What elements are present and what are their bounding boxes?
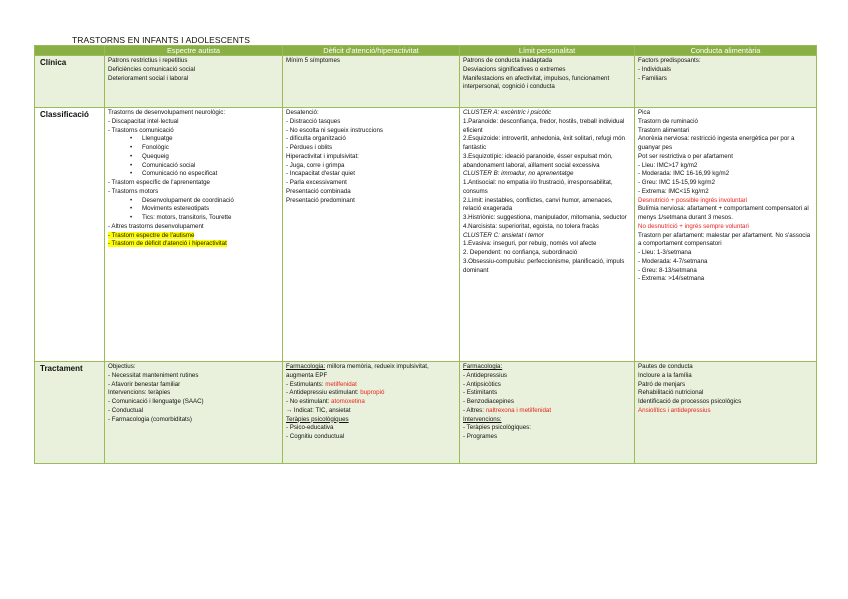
row-label-tractament: Tractament [35, 362, 105, 464]
header-limit-personalitat: Límit personalitat [460, 46, 635, 56]
text-line: - Lleu: IMC>17 kg/m2 [638, 161, 698, 169]
drug-name: Ansiolítics i antidepressius [638, 406, 711, 414]
cell-tractament-autisme [105, 362, 283, 464]
text-line: - Moderada: 4-7/setmana [638, 257, 708, 265]
cell-classificacio-alimentaria [635, 108, 817, 362]
text-line: - dificulta organització [286, 135, 346, 143]
cell-clinica-tdah [283, 56, 460, 108]
text-line: - Cognitiu conductual [286, 433, 345, 440]
drug-name: atomoxetina [331, 398, 365, 405]
text-line: - Teràpies psicològiques: [463, 424, 531, 432]
inline-text: millora memòria, redueix impulsivitat, augmenta EPF [286, 363, 429, 379]
text-line: - Lleu: 1-3/setmana [638, 249, 692, 256]
text-line: - Comunicació i llenguatge (SAAC) [108, 398, 204, 405]
text-line: Rehabilitació nutricional [638, 389, 704, 397]
disorders-table [34, 45, 817, 464]
text-line: Trastorn per afartament: malestar per afartament. No s'associa a comportament compensatori [638, 231, 811, 248]
bullet-item: • Comunicació social [108, 162, 279, 171]
row-label-classificacio: Classificació [35, 108, 105, 362]
text-line: Pautes de conducta [638, 363, 693, 370]
warning-text: Desnutrició + possible ingrés involuntari [638, 196, 748, 204]
text-line: - Greu: 8-13/setmana [638, 266, 697, 274]
text-line: - Individuals [638, 65, 672, 73]
cell-clinica-alimentaria [635, 56, 817, 108]
header-conducta-alimentaria: Conducta alimentària [635, 46, 817, 56]
text-line: - Moderada: IMC 16-16,99 kg/m2 [638, 170, 730, 178]
text-line: Presentació combinada [286, 187, 351, 195]
table-row-tractament [35, 362, 817, 464]
bullet-item: • Desenvolupament de coordinació [108, 197, 279, 206]
text-line: Bulímia nerviosa: afartament + comportament compensatori al menys 1/setmana durant 3 mesos. [638, 205, 809, 221]
text-line [286, 398, 456, 407]
warning-text: No desnutrició + ingrés sempre voluntari [638, 222, 749, 230]
text-line: - Conductual [108, 406, 144, 414]
text-line: Patrons de conducta inadaptada [463, 57, 553, 64]
text-line: Identificació de processos psicològics [638, 398, 742, 405]
text-line: - No escolta ni segueix instruccions [286, 126, 383, 134]
drug-name: bupropió [360, 389, 385, 397]
text-line: - Antidepressius [463, 371, 508, 379]
cell-tractament-tdah [283, 362, 460, 464]
row-label-clinica: Clínica [35, 56, 105, 108]
text-line: 1.Antisocial: no empatia i/o frustració, irresponsabilitat, consums [463, 179, 613, 195]
text-line: Deteriorament social i laboral [108, 74, 189, 82]
text-line: Presentació predominant [286, 196, 355, 204]
text-line: Factors predisposants: [638, 57, 701, 64]
cell-tractament-alimentaria [635, 362, 817, 464]
bullet-item: • Comunicació no especificat [108, 170, 279, 179]
text-line: Mínim 5 símptomes [286, 57, 340, 64]
header-espectre-autista: Espectre autista [105, 46, 283, 56]
text-line: - Pèrdues i oblits [286, 144, 333, 151]
header-deficit-atencio: Dèficit d'atenció/hiperactivitat [283, 46, 460, 56]
cell-classificacio-tdah [283, 108, 460, 362]
underlined-heading: Farmacologia: [286, 363, 326, 370]
text-line [108, 232, 279, 241]
text-line: - Afavorir benestar familiar [108, 380, 181, 388]
text-line: Manifestacions en afectivitat, impulsos, funcionament interpersonal, cognició i conducta [463, 74, 610, 91]
text-line: 2.Límit: inestables, conflictes, canvi humor, amenaces, relació exagerada [463, 196, 613, 213]
text-line: Objectius: [108, 363, 136, 370]
text-line [286, 389, 456, 398]
cell-clinica-autisme [105, 56, 283, 108]
underlined-heading: Teràpies psicològiques [286, 415, 349, 423]
document-title: TRASTORNS EN INFANTS I ADOLESCENTS [72, 35, 250, 45]
text-line: 2.Esquizoide: introvertit, anhedonia, èxit solitari, refugi món fantàstic [463, 135, 625, 151]
highlighted-text: - Trastorn de dèficit d'atenció i hiperactivitat [108, 240, 227, 248]
text-line: - Extrema: IMC<15 kg/m2 [638, 187, 709, 195]
drug-name: metilfenidat [325, 380, 357, 388]
text-line: - Distracció tasques [286, 117, 341, 125]
inline-text: - Altres: [463, 406, 486, 414]
cluster-heading: CLUSTER B: immadur, no aprenentatge [463, 170, 574, 178]
underlined-heading: Intervencions: [463, 415, 502, 423]
text-line [108, 240, 279, 249]
text-line: - Antipsicòtics [463, 380, 501, 388]
bullet-item: • Moviments estereotipats [108, 205, 279, 214]
cell-classificacio-autisme [105, 108, 283, 362]
underlined-heading: Farmacologia: [463, 363, 503, 370]
text-line: Deficiències comunicació social [108, 65, 196, 73]
text-line: - Necessitat manteniment rutines [108, 371, 199, 379]
highlighted-text: - Trastorn espectre de l'autisme [108, 231, 195, 239]
text-line: - Farmacologia (comorbiditats) [108, 415, 192, 423]
text-line: Desviacions significatives o extremes [463, 65, 566, 73]
text-line [286, 381, 456, 390]
bullet-item: • Llenguatge [108, 135, 279, 144]
text-line: - Trastorns motors [108, 187, 159, 195]
inline-text: - Estimulants: [286, 380, 326, 388]
text-line: - Juga, corre i grimpa [286, 161, 345, 169]
text-line: 3.Obsessiu-compulsiu: perfeccionisme, planificació, impuls dominant [463, 257, 625, 274]
text-line: → Indicat: TIC, ansietat [286, 406, 351, 414]
cell-classificacio-limit [460, 108, 635, 362]
cluster-heading: CLUSTER C: ansietat i temor [463, 231, 544, 239]
text-line: Trastorns de desenvolupament neurològic: [108, 109, 226, 116]
text-line: - Greu: IMC 15-15,99 kg/m2 [638, 179, 716, 186]
bullet-item: • Fonològic [108, 144, 279, 153]
text-line: - Extrema: >14/setmana [638, 275, 705, 283]
text-line: Incloure a la família [638, 371, 692, 379]
text-line: Patró de menjars [638, 380, 686, 388]
text-line: 3.Esquizotípic: ideació paranoide, ésser expulsat món, abandonament laboral, aïllament social excessiva [463, 152, 613, 169]
inline-text: - Antidepressiu estimulant: [286, 389, 361, 397]
bullet-item: • Tics: motors, transitoris, Tourette [108, 214, 279, 223]
text-line: - Discapacitat intel·lectual [108, 117, 179, 125]
text-line: Anorèxia nerviosa: restricció ingesta energètica per por a guanyar pes [638, 135, 795, 151]
text-line: 3.Histriònic: suggestiona, manipulador, mitomania, seductor [463, 214, 627, 221]
text-line: 1.Evasiva: inseguri, por rebuig, només vol afecte [463, 240, 597, 248]
text-line: 4.Narcisista: superioritat, egoista, no tolera fracàs [463, 222, 599, 230]
cell-clinica-limit [460, 56, 635, 108]
text-line: Trastorn alimentari [638, 126, 690, 134]
text-line: Pot ser restrictiva o per afartament [638, 152, 733, 160]
text-line: Desatenció: [286, 109, 319, 116]
text-line: 1.Paranoide: desconfiança, fredor, hostils, treball individual eficient [463, 117, 625, 134]
text-line: - Altres trastorns desenvolupament [108, 222, 204, 230]
cluster-heading: CLUSTER A: excèntric i psicòtic [463, 109, 552, 116]
text-line: - Trastorns comunicació [108, 126, 174, 134]
text-line: - Benzodiacepines [463, 398, 514, 405]
text-line [286, 363, 456, 381]
table-header-row [35, 46, 817, 56]
inline-text: - No estimulant: [286, 398, 332, 405]
text-line: - Familiars [638, 74, 667, 82]
text-line: 2. Dependent: no confiança, subordinació [463, 249, 578, 256]
header-corner [35, 46, 105, 56]
text-line: Trastorn de ruminació [638, 117, 698, 125]
text-line: - Estimitants [463, 389, 498, 397]
bullet-item: • Quequeig [108, 153, 279, 162]
cell-tractament-limit [460, 362, 635, 464]
table-row-classificacio [35, 108, 817, 362]
drug-name: naltrexona i metilfenidat [485, 406, 552, 414]
text-line: - Trastorn específic de l'aprenentatge [108, 179, 210, 186]
text-line: Patrons restrictius i repetitius [108, 57, 188, 64]
text-line: Pica [638, 109, 651, 116]
text-line: Intervencions: teràpies [108, 389, 171, 397]
text-line: - Parla excessivament [286, 179, 347, 186]
text-line: - Incapacitat d'estar quiet [286, 170, 355, 178]
text-line [463, 407, 631, 416]
text-line: - Programes [463, 433, 498, 440]
table-row-clinica [35, 56, 817, 108]
text-line: - Psico-educativa [286, 424, 334, 432]
text-line: Hiperactivitat i impulsivitat: [286, 152, 359, 160]
